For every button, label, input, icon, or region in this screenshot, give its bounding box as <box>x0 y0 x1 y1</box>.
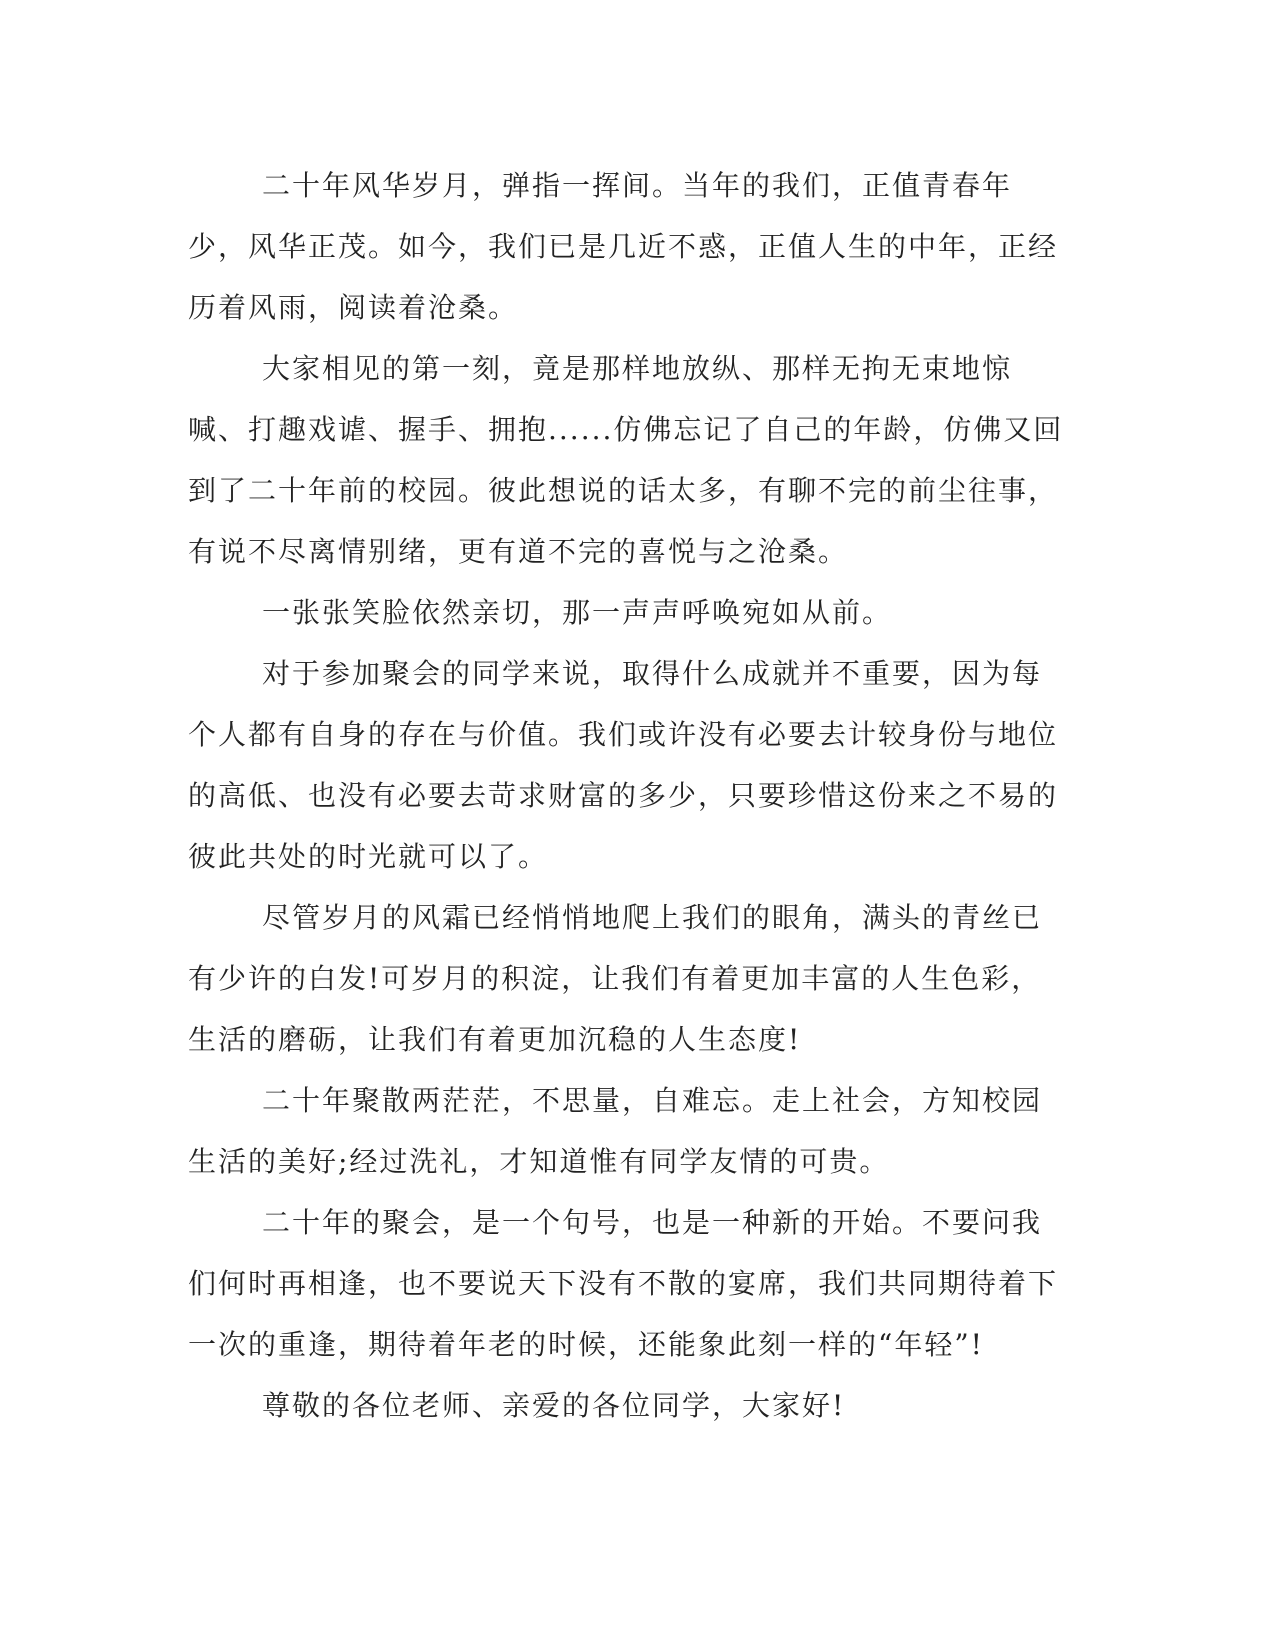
paragraph-4: 对于参加聚会的同学来说，取得什么成就并不重要，因为每个人都有自身的存在与价值。我们或许没有必要去计较身份与地位的高低、也没有必要去苛求财富的多少，只要珍惜这份来之不易的彼此共处的时光就可以了。 <box>188 657 1059 873</box>
document-body <box>188 155 1068 1436</box>
paragraph-1: 二十年风华岁月，弹指一挥间。当年的我们，正值青春年少，风华正茂。如今，我们已是几近不惑，正值人生的中年，正经历着风雨，阅读着沧桑。 <box>188 169 1059 324</box>
paragraph-6: 二十年聚散两茫茫，不思量，自难忘。走上社会，方知校园生活的美好;经过洗礼，才知道惟有同学友情的可贵。 <box>188 1084 1043 1178</box>
paragraph-7: 二十年的聚会，是一个句号，也是一种新的开始。不要问我们何时再相逢，也不要说天下没有不散的宴席，我们共同期待着下一次的重逢，期待着年老的时候，还能象此刻一样的“年轻”! <box>188 1206 1059 1361</box>
paragraph-5: 尽管岁月的风霜已经悄悄地爬上我们的眼角，满头的青丝已有少许的白发!可岁月的积淀，让我们有着更加丰富的人生色彩，生活的磨砺，让我们有着更加沉稳的人生态度! <box>188 901 1043 1056</box>
paragraph-3: 一张张笑脸依然亲切，那一声声呼唤宛如从前。 <box>262 596 893 629</box>
paragraph-2: 大家相见的第一刻，竟是那样地放纵、那样无拘无束地惊喊、打趣戏谑、握手、拥抱......仿佛忘记了自己的年龄，仿佛又回到了二十年前的校园。彼此想说的话太多，有聊不完的前尘往事，有说不尽离情别绪，更有道不完的喜悦与之沧桑。 <box>188 352 1064 568</box>
paragraph-8: 尊敬的各位老师、亲爱的各位同学，大家好! <box>262 1389 846 1422</box>
